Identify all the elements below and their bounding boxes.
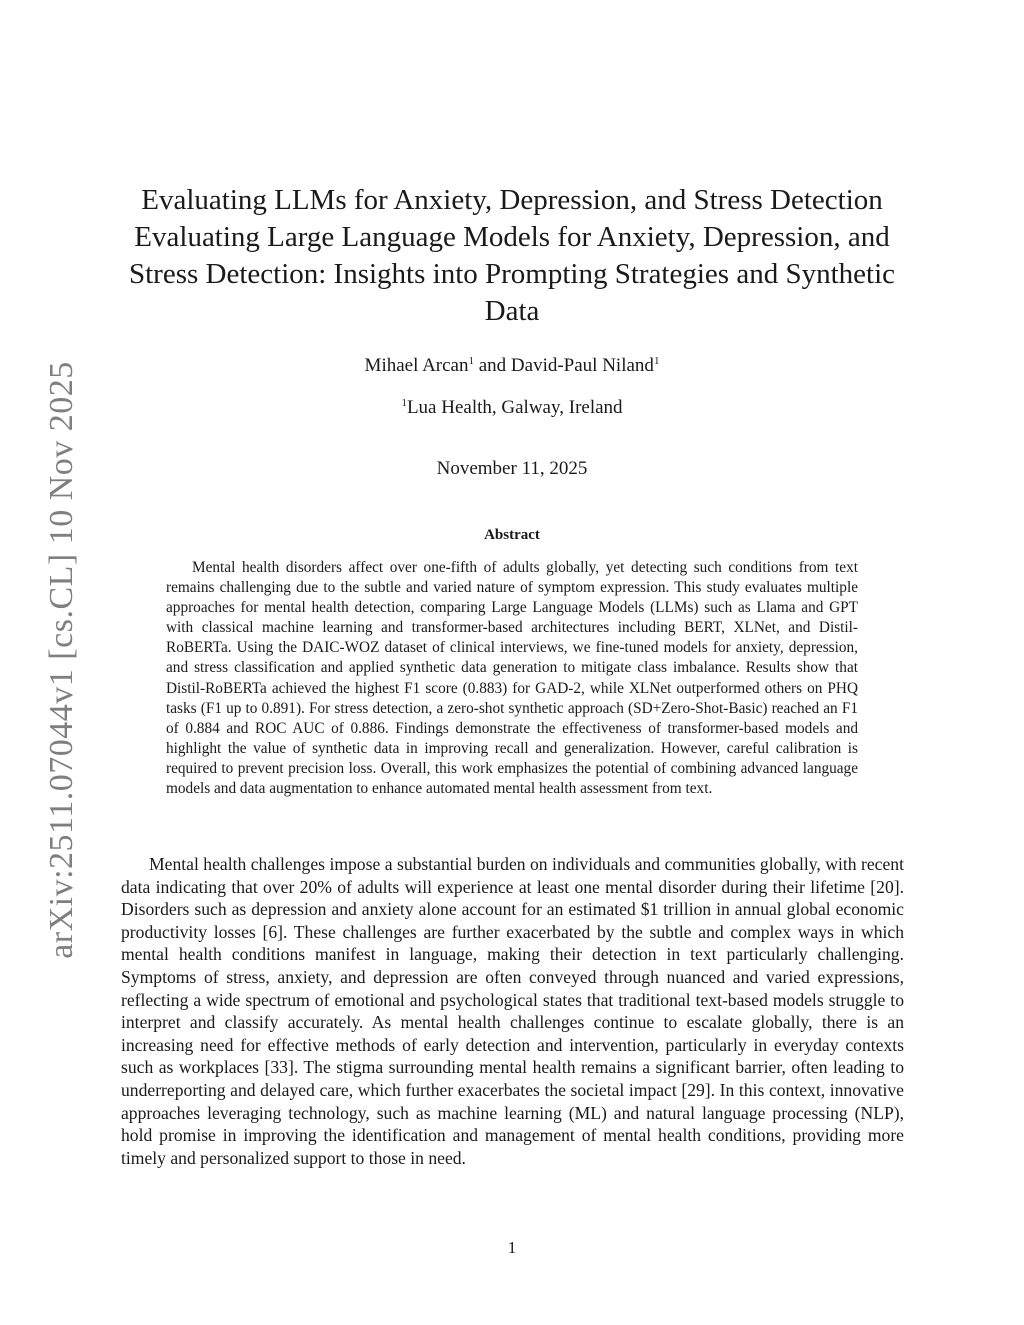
author-list bbox=[110, 355, 914, 377]
arxiv-identifier[interactable]: arXiv:2511.07044v1 [cs.CL] 10 Nov 2025 bbox=[43, 361, 80, 959]
abstract-text: Mental health disorders affect over one-fifth of adults globally, yet detecting such conditions from text remains challenging due to the subtle and varied nature of symptom expression. This study evaluates multiple approaches for mental health detection, comparing Large Language Models (LLMs) such as Llama and GPT with classical machine learning and transformer-based architectures including BERT, XLNet, and Distil-RoBERTa. Using the DAIC-WOZ dataset of clinical interviews, we fine-tuned models for anxiety, depression, and stress classification and applied synthetic data generation to mitigate class imbalance. Results show that Distil-RoBERTa achieved the highest F1 score (0.883) for GAD-2, while XLNet outperformed others on PHQ tasks (F1 up to 0.891). For stress detection, a zero-shot synthetic approach (SD+Zero-Shot-Basic) reached an F1 of 0.884 and ROC AUC of 0.886. Findings demonstrate the effectiveness of transformer-based models and highlight the value of synthetic data in improving recall and generalization. However, careful calibration is required to prevent precision loss. Overall, this work emphasizes the potential of combining advanced language models and data augmentation to enhance automated mental health assessment from text. bbox=[166, 559, 858, 798]
affiliation-marker: 1 bbox=[401, 397, 407, 409]
abstract-heading: Abstract bbox=[484, 527, 540, 543]
author-name: Mihael Arcan bbox=[364, 355, 469, 376]
title-line: Stress Detection: Insights into Prompting Strategies and Synthetic bbox=[128, 258, 895, 290]
arxiv-sidebar bbox=[0, 330, 80, 990]
affiliation-marker: 1 bbox=[653, 355, 660, 367]
page-number: 1 bbox=[507, 1238, 517, 1257]
author-joiner: and bbox=[473, 355, 511, 376]
publication-date: November 11, 2025 bbox=[436, 458, 588, 479]
paper-title bbox=[110, 182, 914, 330]
title-line: Data bbox=[484, 295, 540, 327]
author-name: David-Paul Niland bbox=[510, 355, 654, 376]
affiliation-marker: 1 bbox=[468, 355, 474, 367]
affiliation bbox=[110, 397, 914, 419]
body-paragraph: Mental health challenges impose a substantial burden on individuals and communities globally, with recent data indicating that over 20% of adults will experience at least one mental disorder during their lifetime [20]. Disorders such as depression and anxiety alone account for an estimated $1 trillion in annual global economic productivity losses [6]. These challenges are further exacerbated by the subtle and complex ways in which mental health conditions manifest in language, making their detection in text particularly challenging. Symptoms of stress, anxiety, and depression are often conveyed through nuanced and varied expressions, reflecting a wide spectrum of emotional and psychological states that traditional text-based models struggle to interpret and classify accurately. As mental health challenges continue to escalate globally, there is an increasing need for effective methods of early detection and intervention, particularly in everyday contexts such as workplaces [33]. The stigma surrounding mental health remains a significant barrier, often leading to underreporting and delayed care, which further exacerbates the societal impact [29]. In this context, innovative approaches leveraging technology, such as machine learning (ML) and natural language processing (NLP), hold promise in improving the identification and management of mental health conditions, providing more timely and personalized support to those in need. bbox=[121, 854, 904, 1168]
title-line: Evaluating Large Language Models for Anxiety, Depression, and bbox=[134, 221, 890, 253]
affiliation-text: Lua Health, Galway, Ireland bbox=[406, 397, 623, 418]
title-line: Evaluating LLMs for Anxiety, Depression, and Stress Detection bbox=[141, 184, 883, 216]
